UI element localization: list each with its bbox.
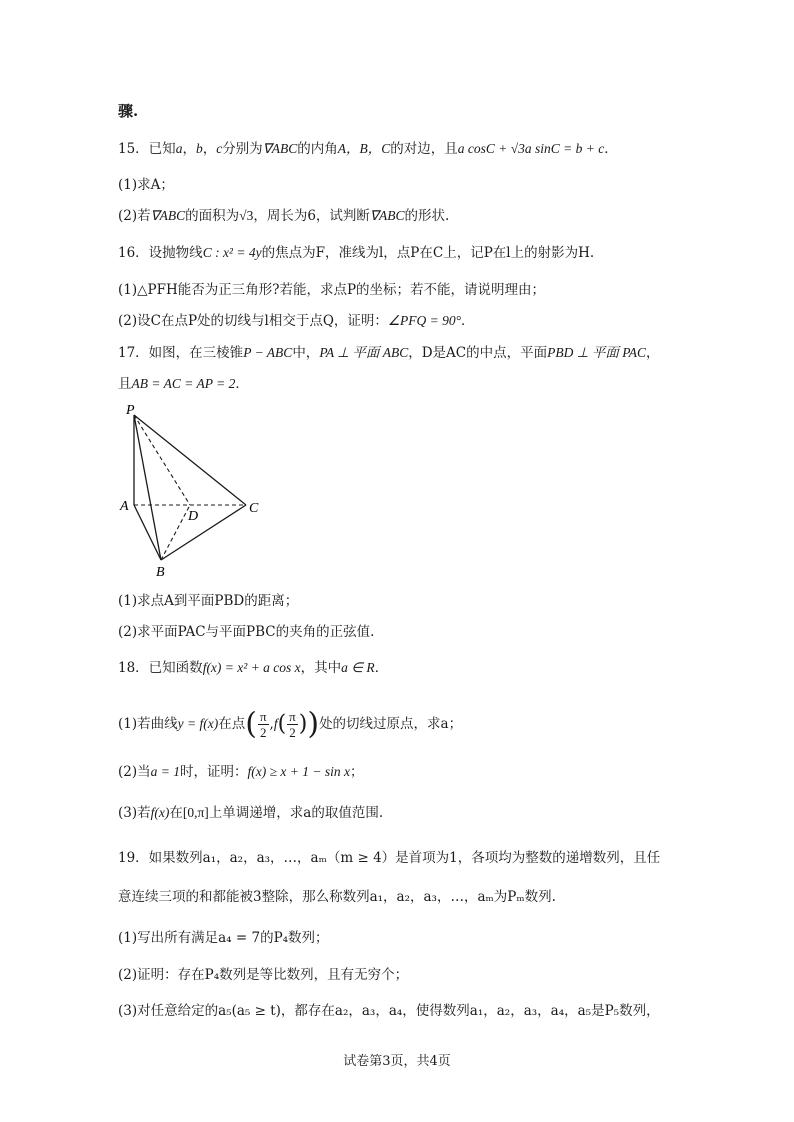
problem-19-q3: (3)对任意给定的a₅(a₅ ≥ t)，都存在a₂，a₃，a₄，使得数列a₁，a₂，a₃，a₄，a₅是P₅数列， [118, 1003, 660, 1019]
p15-q2-prefix: (2)若 [118, 208, 151, 224]
p17-mid: 中， [292, 345, 320, 361]
p18-q3-end: 上单调递增，求a的取值范围. [208, 805, 384, 821]
p18-q2-cond: a = 1 [150, 764, 180, 779]
p18-domain: a ∈ R [341, 660, 375, 675]
p15-mid: 分别为 [222, 141, 263, 157]
p15-angles: A，B，C [337, 141, 391, 156]
p17-prefix: 17．如图，在三棱锥 [118, 345, 244, 361]
p18-q1-frac2 [287, 709, 298, 740]
label-D: D [188, 509, 199, 524]
p15-triangle: ∇ABC [262, 141, 298, 156]
label-B: B [156, 565, 165, 580]
p18-q3-interval: [0,π] [182, 805, 209, 820]
pyramid-figure [118, 400, 278, 580]
p15-q2-end: 的形状. [404, 208, 450, 224]
p16-rest: 的焦点为F，准线为l，点P在C上，记P在l上的射影为H. [261, 245, 595, 261]
edge-BD [161, 505, 190, 560]
p18-q1-inner-close: ) [298, 711, 308, 737]
problem-18-stem [118, 658, 388, 678]
problem-18-q1 [118, 702, 462, 746]
p15-c: c [216, 141, 223, 156]
problem-15-q1: (1)求A； [118, 177, 174, 193]
p17-line2-end: ． [235, 376, 249, 392]
problem-18-q3 [118, 803, 383, 823]
p18-q1-frac1 [258, 709, 269, 740]
p16-q2-prefix: (2)设C在点P处的切线与l相交于点Q，证明： [118, 313, 388, 329]
p16-q2-eq: ∠PFQ = 90° [387, 313, 462, 328]
p15-q2-mid: 的面积为 [185, 208, 240, 224]
pyramid-diagram [118, 400, 278, 580]
p18-q1-open-paren: ( [245, 706, 257, 742]
problem-17-line2 [118, 374, 249, 394]
p15-end: ． [604, 141, 618, 157]
page-footer: 试卷第3页，共4页 [343, 1054, 451, 1069]
p16-q2-end: ． [461, 313, 475, 329]
p15-mid3: 的对边，且 [390, 141, 458, 157]
problem-17-q2: (2)求平面PAC与平面PBC的夹角的正弦值. [118, 624, 375, 640]
p16-prefix: 16．设抛物线 [118, 245, 203, 261]
p15-q2-area: √3 [239, 208, 254, 223]
edge-PC [134, 415, 246, 505]
p18-func: f(x) = x² + a cos x [202, 660, 301, 675]
p15-a: a [175, 141, 183, 156]
p18-end: ． [374, 660, 389, 676]
p17-cond1: PA ⊥ 平面 ABC [319, 345, 409, 360]
p18-q1-prefix: (1)若曲线 [118, 716, 178, 732]
p18-q2-prefix: (2)当 [118, 764, 151, 780]
p15-q2-triangle2: ∇ABC [369, 208, 405, 223]
problem-19-line2: 意连续三项的和都能被3整除，那么称数列a₁，a₂，a₃，…，aₘ为Pₘ数列. [118, 889, 556, 905]
problem-16-q1: (1)△PFH能否为正三角形?若能，求点P的坐标；若不能，请说明理由； [118, 282, 546, 298]
header-fragment: 骤. [118, 102, 139, 120]
edge-PB [134, 415, 161, 560]
p18-q2-ineq: f(x) ≥ x + 1 − sin x [247, 764, 350, 779]
problem-19-line1: 19．如果数列a₁，a₂，a₃，…，aₘ（m ≥ 4）是首项为1，各项均为整数的递增数列，且任 [118, 850, 661, 866]
p18-mid: ，其中 [300, 660, 342, 676]
problem-17-q1: (1)求点A到平面PBD的距离； [118, 593, 299, 609]
p18-q1-mid: 在点 [218, 716, 246, 732]
p18-q1-comma: , [269, 716, 274, 732]
p15-sep2: ， [202, 141, 217, 157]
p15-b: b [195, 141, 203, 156]
p18-q1-f: f [273, 716, 278, 731]
problem-19-q2: (2)证明：存在P₄数列是等比数列，且有无穷个； [118, 967, 409, 983]
p18-q2-mid: 时，证明： [180, 764, 248, 780]
p17-end: ， [646, 345, 660, 361]
p15-q2-triangle: ∇ABC [150, 208, 186, 223]
p18-q1-frac1-num: π [259, 709, 267, 724]
p18-q2-end: ； [349, 764, 364, 780]
p18-prefix: 18．已知函数 [118, 660, 203, 676]
p18-q1-frac2-den: 2 [289, 725, 296, 740]
p15-prefix: 15．已知 [118, 141, 176, 157]
p18-q1-close-paren: ) [307, 706, 320, 742]
p18-q3-func: f(x) [150, 805, 170, 820]
label-P: P [126, 403, 135, 418]
p18-q1-frac2-num: π [289, 709, 296, 724]
p18-q1-inner-open: ( [277, 711, 287, 737]
p17-cond2: PBD ⊥ 平面 PAC [547, 345, 646, 360]
label-C: C [249, 501, 259, 516]
problem-15-q2 [118, 206, 449, 226]
edge-BC [161, 505, 246, 560]
p15-mid2: 的内角 [297, 141, 338, 157]
p18-q1-frac1-den: 2 [259, 725, 267, 740]
p17-pyramid: P − ABC [243, 345, 293, 360]
edge-AB [134, 505, 161, 560]
p17-mid2: ，D是AC的中点，平面 [408, 345, 548, 361]
p15-sep1: ， [182, 141, 196, 157]
p18-q3-prefix: (3)若 [118, 805, 151, 821]
label-A: A [120, 499, 129, 514]
p17-line2-eq: AB = AC = AP = 2 [131, 376, 236, 391]
problem-16-q2 [118, 311, 475, 331]
problem-17-stem [118, 343, 660, 363]
problem-19-q1: (1)写出所有满足a₄ = 7的P₄数列； [118, 930, 329, 946]
p18-q1-end: 处的切线过原点，求a； [319, 716, 463, 732]
p16-parabola: C : x² = 4y [202, 245, 262, 260]
problem-18-q2 [118, 762, 363, 782]
p15-q2-mid2: ，周长为6，试判断 [253, 208, 370, 224]
problem-15-stem [118, 139, 618, 159]
p15-equation: a cosC + √3a sinC = b + c [457, 141, 605, 156]
p17-line2-prefix: 且 [118, 376, 132, 392]
p18-q1-curve: y = f(x) [177, 716, 219, 731]
p18-q3-mid: 在 [169, 805, 183, 821]
problem-16-stem [118, 243, 594, 263]
